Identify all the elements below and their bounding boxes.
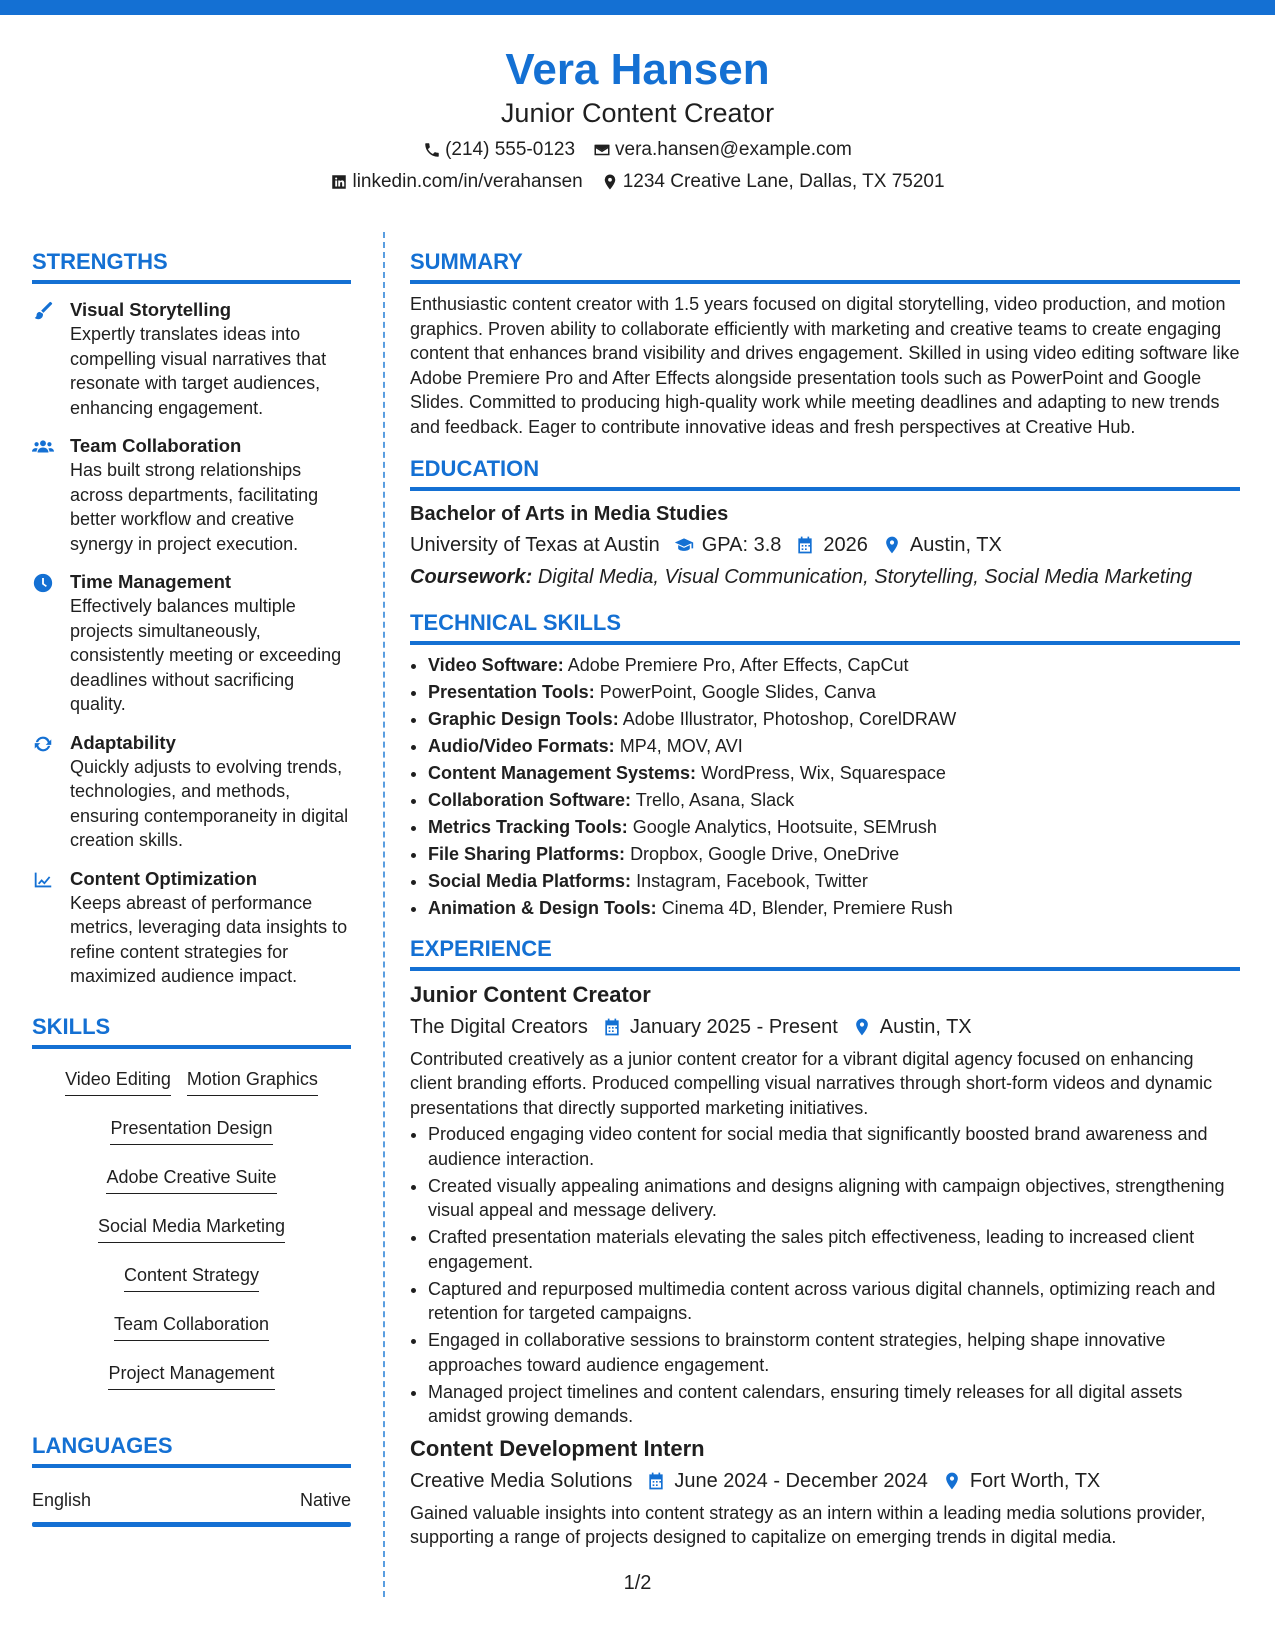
email-text: vera.hansen@example.com [615,139,852,160]
tech-skill-label: Audio/Video Formats: [428,736,615,756]
job-title: Content Development Intern [410,1435,705,1461]
job-bullet: • Crafted presentation materials elevating the sales pitch effectiveness, leading to increased client engagement. [428,1225,1240,1274]
job-location: Fort Worth, TX [969,1469,1101,1492]
tech-skill-item [428,680,1240,705]
tech-skill-item [428,869,1240,894]
tech-skill-label: Collaboration Software: [428,790,632,810]
tech-skill-item [428,815,1240,840]
email-contact[interactable] [593,138,852,162]
calendar-icon [646,1471,666,1491]
linkedin-contact[interactable] [330,170,582,194]
strength-desc: Quickly adjusts to evolving trends, technologies, and methods, ensuring contemporaneity in digital creation skills. [70,756,349,850]
strength-title: Content Optimization [70,867,258,889]
company-name: Creative Media Solutions [410,1469,633,1492]
tech-skill-label: Content Management Systems: [428,763,697,783]
languages-heading: LANGUAGES [32,1432,173,1458]
contact-row-2 [0,170,1275,194]
tech-skill-label: Metrics Tracking Tools: [428,817,628,837]
skill-chip: Motion Graphics [187,1065,318,1096]
linkedin-icon [330,173,348,191]
tech-skill-value: Trello, Asana, Slack [635,790,795,810]
job-bullet: • Created visually appealing animations and designs aligning with campaign objectives, strengthening visual appeal and message delivery. [428,1174,1240,1223]
strength-item [32,298,351,420]
skills-section [32,1013,351,1408]
job-dates: June 2024 - December 2024 [674,1469,928,1492]
tech-skill-value: Instagram, Facebook, Twitter [636,871,868,891]
strength-title: Time Management [70,571,232,592]
section-rule [32,280,351,284]
skill-chip: Adobe Creative Suite [106,1163,276,1194]
tech-skill-value: WordPress, Wix, Squarespace [701,763,946,783]
map-marker-icon [601,173,619,191]
calendar-icon [795,535,815,555]
column-divider [383,232,385,1597]
top-accent-bar [0,0,1275,15]
strength-title: Visual Storytelling [70,299,232,320]
job-meta [410,1467,1240,1495]
experience-heading: EXPERIENCE [410,935,552,961]
tech-skill-label: Graphic Design Tools: [428,709,619,729]
tech-skill-value: Google Analytics, Hootsuite, SEMrush [632,817,937,837]
summary-section [410,248,1240,439]
paintbrush-icon [32,300,54,322]
strength-desc: Keeps abreast of performance metrics, leveraging data insights to refine content strategies for maximized audience impact. [70,892,348,986]
coursework-label: Coursework: [410,566,533,588]
phone-text: (214) 555-0123 [445,139,576,160]
language-level: Native [299,1489,351,1510]
calendar-icon [602,1017,622,1037]
skill-chip: Social Media Marketing [98,1212,285,1243]
right-column [410,248,1240,1550]
skill-chip: Content Strategy [124,1261,259,1292]
gpa-text: GPA: 3.8 [701,534,782,556]
address-contact [601,170,945,194]
candidate-name: Vera Hansen [505,45,770,94]
sync-icon [32,733,54,755]
strength-item [32,731,351,853]
language-name: English [32,1489,92,1510]
tech-skill-value: Cinema 4D, Blender, Premiere Rush [661,898,953,918]
languages-section [32,1432,351,1527]
job-meta [410,1013,1240,1041]
strengths-heading: STRENGTHS [32,249,168,274]
skill-chip: Project Management [108,1359,274,1390]
education-heading: EDUCATION [410,456,540,481]
tech-skill-value: Dropbox, Google Drive, OneDrive [630,844,900,864]
technical-skills-section [410,609,1240,921]
job-bullet: • Captured and repurposed multimedia content across various digital channels, optimizing reach and retention for targeted campaigns. [428,1277,1240,1326]
school-name: University of Texas at Austin [410,534,660,556]
skill-chip: Team Collaboration [114,1310,269,1341]
graduation-cap-icon [674,535,694,555]
job-description: Contributed creatively as a junior content creator for a vibrant digital agency focused on enhancing client branding efforts. Produced compelling visual narratives through short-form videos and dynamic presentations that directly supported marketing initiatives. [410,1048,1213,1118]
phone-icon [423,141,441,159]
summary-heading: SUMMARY [410,249,523,274]
strength-title: Team Collaboration [70,435,242,456]
technical-skills-list [410,653,1240,921]
job-bullet: • Produced engaging video content for social media that significantly boosted brand awareness and audience interaction. [428,1122,1240,1171]
technical-skills-heading: TECHNICAL SKILLS [410,610,622,635]
strength-desc: Effectively balances multiple projects simultaneously, consistently meeting or exceeding deadlines without sacrificing quality. [70,596,342,714]
tech-skill-item [428,734,1240,759]
address-text: 1234 Creative Lane, Dallas, TX 75201 [622,171,945,192]
coursework [410,563,1240,591]
strength-item [32,867,351,989]
strength-desc: Expertly translates ideas into compelling visual narratives that resonate with target audiences, enhancing engagement. [70,324,327,418]
tech-skill-label: Social Media Platforms: [428,871,632,891]
tech-skill-item [428,788,1240,813]
job-location: Austin, TX [879,1015,972,1038]
strength-item [32,434,351,556]
tech-skill-label: Presentation Tools: [428,682,595,702]
section-rule [32,1045,351,1049]
section-rule [410,641,1240,645]
map-marker-icon [852,1017,872,1037]
contact-row-1 [0,138,1275,162]
job-title: Junior Content Creator [410,981,651,1007]
map-marker-icon [942,1471,962,1491]
tech-skill-value: PowerPoint, Google Slides, Canva [599,682,876,702]
tech-skill-item [428,761,1240,786]
degree-title: Bachelor of Arts in Media Studies [410,503,729,525]
strength-desc: Has built strong relationships across departments, facilitating better workflow and creative synergy in project execution. [70,460,319,554]
skills-list [32,1065,351,1408]
education-section [410,455,1240,591]
strength-title: Adaptability [70,731,176,753]
skill-chip: Video Editing [65,1065,171,1096]
job-description: Gained valuable insights into content strategy as an intern within a leading media solutions provider, supporting a range of projects designed to capitalize on emerging trends in digital media. [410,1502,1206,1547]
left-column [32,248,351,1527]
users-icon [32,436,54,458]
tech-skill-item [428,707,1240,732]
map-marker-icon [882,535,902,555]
candidate-title: Junior Content Creator [500,98,775,128]
experience-section [410,935,1240,1550]
education-meta [410,531,1240,559]
linkedin-text: linkedin.com/in/verahansen [352,171,583,192]
education-location: Austin, TX [909,534,1002,556]
chart-line-icon [32,869,54,891]
job-entry [410,1435,1240,1550]
language-proficiency-bar [32,1522,351,1527]
tech-skill-item [428,896,1240,921]
section-rule [410,967,1240,971]
company-name: The Digital Creators [410,1015,588,1038]
tech-skill-value: Adobe Premiere Pro, After Effects, CapCut [567,655,909,675]
skill-chip: Presentation Design [110,1114,272,1145]
coursework-list: Digital Media, Visual Communication, Storytelling, Social Media Marketing [537,566,1193,588]
skills-heading: SKILLS [32,1013,111,1039]
clock-icon [32,572,54,594]
tech-skill-value: Adobe Illustrator, Photoshop, CorelDRAW [622,709,957,729]
job-bullet: • Engaged in collaborative sessions to brainstorm content strategies, helping shape innovative approaches toward audience engagement. [428,1328,1240,1377]
summary-text: Enthusiastic content creator with 1.5 years focused on digital storytelling, video production, and motion graphics. Proven ability to collaborate efficiently with marketing and creative teams to create engaging content that enhances brand visibility and drives engagement. Skilled in using video editing software like Adobe Premiere Pro and After Effects alongside presentation tools such as PowerPoint and Google Slides. Committed to producing high-quality work while meeting deadlines and adapting to new trends and feedback. Eager to contribute innovative ideas and fresh perspectives at Creative Hub. [410,294,1240,437]
section-rule [32,1464,351,1468]
tech-skill-value: MP4, MOV, AVI [619,736,743,756]
tech-skill-label: File Sharing Platforms: [428,844,626,864]
job-entry [410,981,1240,1429]
strengths-section [32,248,351,989]
job-dates: January 2025 - Present [629,1015,838,1038]
phone-contact[interactable] [423,138,575,162]
tech-skill-label: Video Software: [428,655,564,675]
job-bullets [410,1122,1240,1429]
language-row [32,1488,351,1512]
graduation-year: 2026 [823,534,868,556]
section-rule [410,280,1240,284]
section-rule [410,487,1240,491]
strength-item [32,570,351,717]
tech-skill-item [428,653,1240,678]
page-number: 1/2 [623,1572,652,1594]
tech-skill-label: Animation & Design Tools: [428,898,657,918]
tech-skill-item [428,842,1240,867]
job-bullet: • Managed project timelines and content calendars, ensuring timely releases for all digital assets amidst growing demands. [428,1380,1240,1429]
envelope-icon [593,141,611,159]
resume-header [0,44,1275,194]
